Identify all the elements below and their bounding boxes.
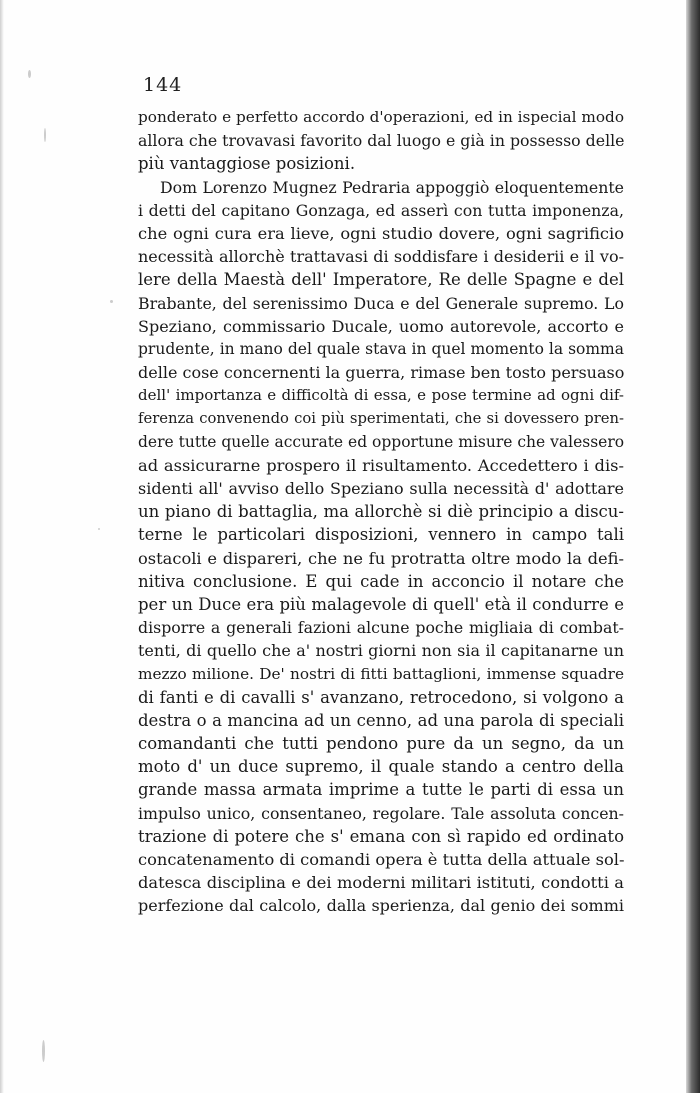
text-line: terne le particolari disposizioni, vennero in campo tali — [138, 525, 624, 545]
text-line: mezzo milione. De' nostri di fitti battaglioni, immense squadre — [138, 664, 624, 683]
text-line: allora che trovavasi favorito dal luogo e già in possesso delle — [138, 131, 625, 151]
text-line: i detti del capitano Gonzaga, ed asserì con tutta imponenza, — [138, 200, 624, 220]
text-line: delle cose concernenti la guerra, rimase ben tosto persuaso — [138, 363, 625, 383]
text-line: datesca disciplina e dei moderni militari istituti, condotti a — [138, 873, 624, 893]
text-line: sidenti all' avviso dello Speziano sulla necessità d' adottare — [138, 479, 624, 498]
text-line: di fanti e di cavalli s' avanzano, retrocedono, si volgono a — [138, 687, 624, 707]
text-line: ferenza convenendo coi più sperimentati, che si dovessero pren- — [138, 410, 624, 428]
text-line: moto d' un duce supremo, il quale stando a centro della — [138, 757, 624, 777]
text-line: un piano di battaglia, ma allorchè si diè principio a discu- — [138, 502, 624, 522]
text-line: più vantaggiose posizioni. — [138, 154, 356, 174]
text-line: ad assicurarne prospero il risultamento. Accedettero i dis- — [138, 455, 624, 475]
text-line: tenti, di quello che a' nostri giorni non sia il capitanarne un — [138, 641, 624, 661]
text-line: nitiva conclusione. E qui cade in acconcio il notare che — [138, 571, 624, 591]
scan-mark — [44, 128, 46, 142]
text-line: lere della Maestà dell' Imperatore, Re delle Spagne e del — [138, 270, 624, 290]
text-line: dell' importanza e difficoltà di essa, e pose termine ad ogni dif- — [138, 386, 624, 405]
scan-mark — [42, 1040, 45, 1062]
page-right-edge — [686, 0, 700, 1093]
text-line: perfezione dal calcolo, dalla sperienza, dal genio dei sommi — [138, 896, 624, 916]
text-line: grande massa armata imprime a tutte le parti di essa un — [138, 780, 624, 800]
text-line: ostacoli e dispareri, che ne fu protratta oltre modo la defi- — [138, 548, 624, 568]
scan-mark — [28, 70, 31, 78]
text-line: per un Duce era più malagevole di quell' età il condurre e — [138, 594, 624, 614]
scan-mark — [98, 528, 100, 530]
text-line: Brabante, del serenissimo Duca e del Generale supremo. Lo — [138, 293, 624, 313]
text-line: che ogni cura era lieve, ogni studio dovere, ogni sagrificio — [138, 223, 624, 243]
page-number: 144 — [143, 74, 183, 96]
text-line: prudente, in mano del quale stava in quel momento la somma — [138, 339, 624, 358]
text-line: Speziano, commissario Ducale, uomo autorevole, accorto e — [138, 316, 624, 336]
page-left-edge — [0, 0, 4, 1093]
text-line: Dom Lorenzo Mugnez Pedraria appoggiò eloquentemente — [160, 177, 624, 197]
text-line: trazione di potere che s' emana con sì rapido ed ordinato — [138, 826, 624, 846]
text-line: destra o a mancina ad un cenno, ad una parola di speciali — [138, 710, 624, 730]
text-line: comandanti che tutti pendono pure da un segno, da un — [138, 734, 624, 754]
text-line: disporre a generali fazioni alcune poche migliaia di combat- — [138, 618, 624, 638]
text-line: concatenamento di comandi opera è tutta della attuale sol- — [138, 850, 625, 869]
scan-mark — [110, 300, 113, 303]
text-line: necessità allorchè trattavasi di soddisfare i desiderii e il vo- — [138, 247, 624, 267]
body-text — [138, 106, 624, 918]
text-line: ponderato e perfetto accordo d'operazioni, ed in ispecial modo — [138, 108, 624, 126]
text-line: impulso unico, consentaneo, regolare. Tale assoluta concen- — [138, 803, 624, 823]
text-line: dere tutte quelle accurate ed opportune misure che valessero — [138, 432, 625, 451]
